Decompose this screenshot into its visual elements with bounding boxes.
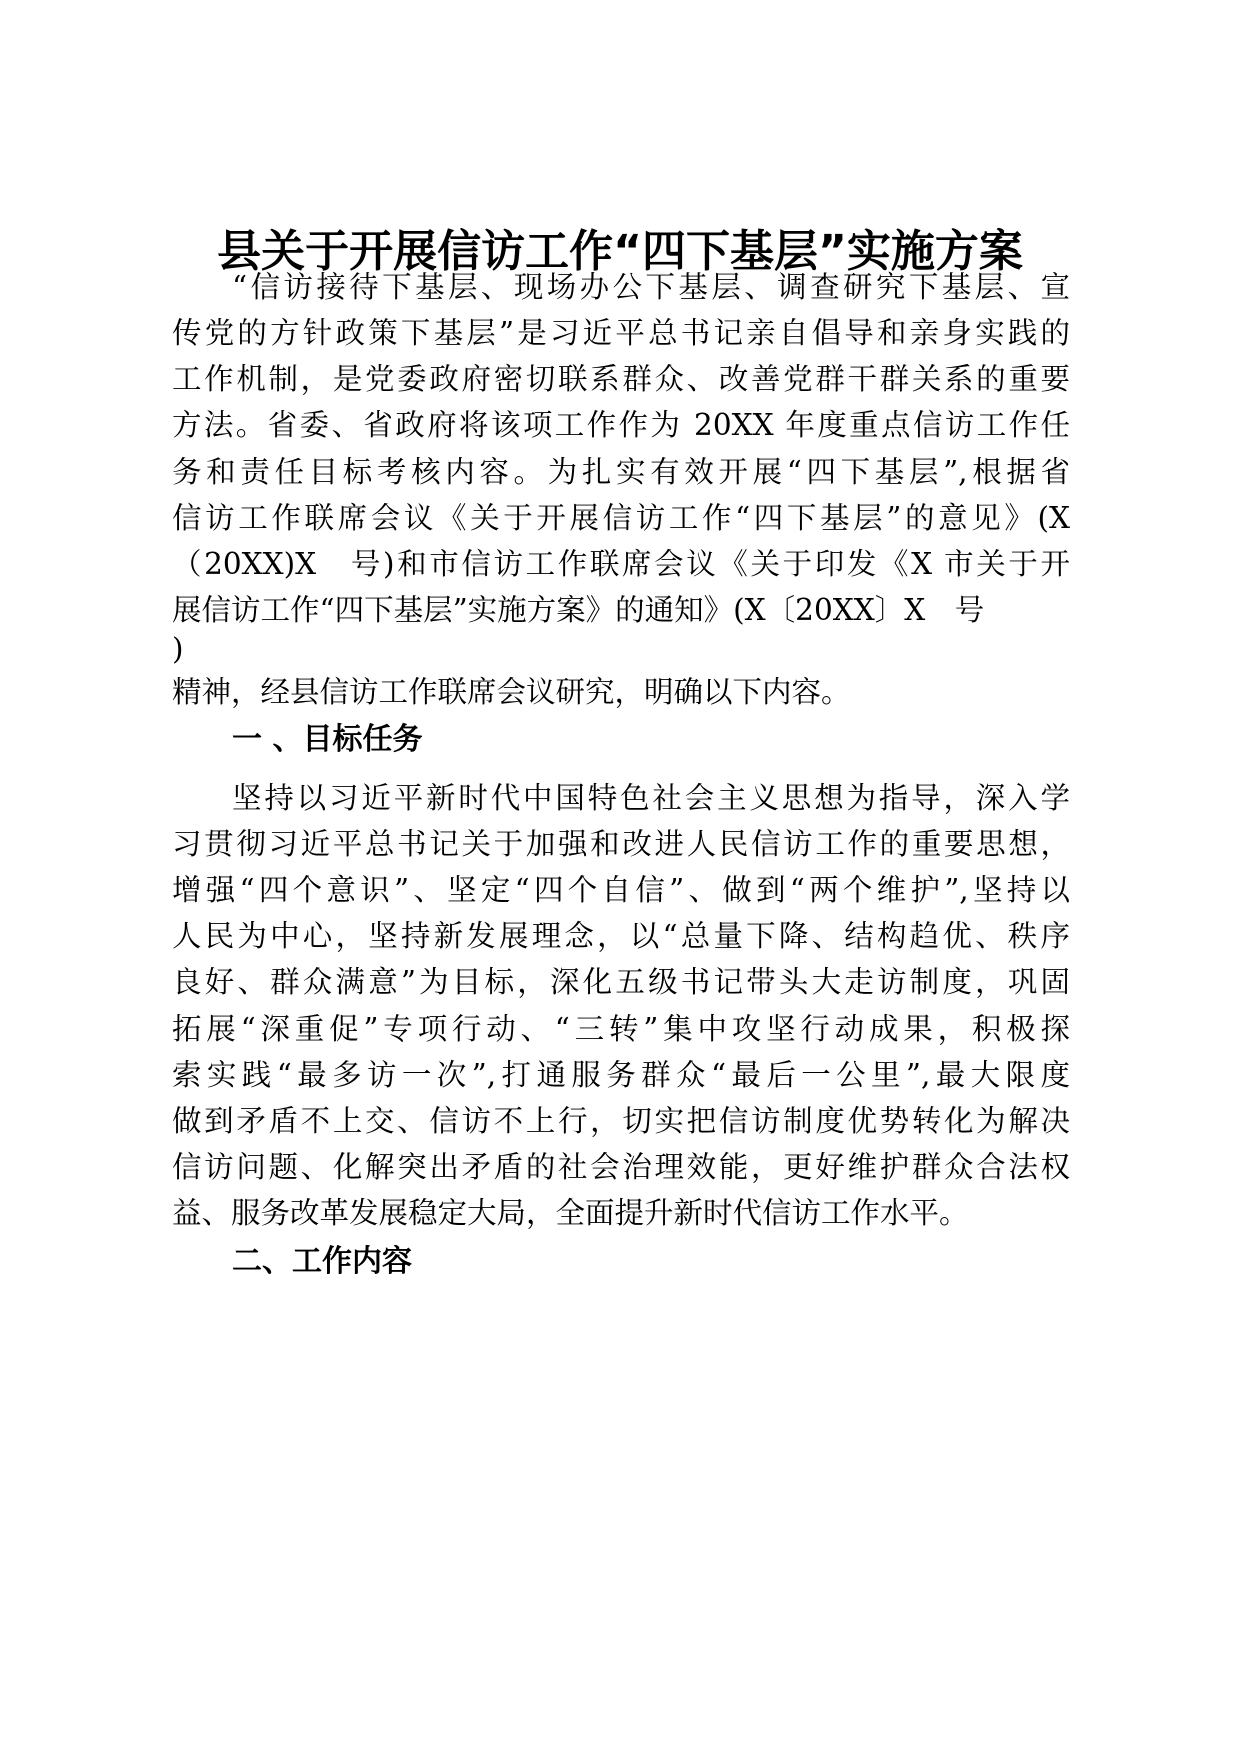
- section1-line: 益、服务改革发展稳定大局，全面提升新时代信访工作水平。: [172, 1196, 969, 1230]
- section1-line: 人民为中心，坚持新发展理念，以“总量下降、结构趋优、秩序: [172, 919, 1070, 953]
- intro-line: （20XX)X 号)和市信访工作联席会议《关于印发《X 市关于开: [172, 547, 1070, 581]
- section1-line: 做到矛盾不上交、信访不上行，切实把信访制度优势转化为解决: [172, 1104, 1070, 1138]
- section1-line: 信访问题、化解突出矛盾的社会治理效能，更好维护群众合法权: [172, 1150, 1070, 1184]
- intro-line: 信访工作联席会议《关于开展信访工作“四下基层”的意见》(X: [172, 501, 1070, 535]
- section-heading: 二、工作内容: [232, 1244, 412, 1279]
- intro-line: 方法。省委、省政府将该项工作作为 20XX 年度重点信访工作任: [172, 408, 1070, 442]
- intro-line: 传党的方针政策下基层”是习近平总书记亲自倡导和亲身实践的: [172, 316, 1070, 350]
- section-heading: 一 、目标任务: [232, 722, 423, 757]
- intro-line: 精神，经县信访工作联席会议研究，明确以下内容。: [172, 675, 851, 709]
- section1-line: 拓展“深重促”专项行动、“三转”集中攻坚行动成果，积极探: [172, 1012, 1070, 1046]
- section1-line: 习贯彻习近平总书记关于加强和改进人民信访工作的重要思想，: [172, 827, 1070, 861]
- intro-line: ): [172, 632, 184, 666]
- document-title: 县关于开展信访工作“四下基层”实施方案: [217, 226, 1023, 277]
- section1-line: 增强“四个意识”、坚定“四个自信”、做到“两个维护”,坚持以: [172, 873, 1070, 907]
- intro-line: 工作机制，是党委政府密切联系群众、改善党群干群关系的重要: [172, 362, 1070, 396]
- section1-line: 良好、群众满意”为目标，深化五级书记带头大走访制度，巩固: [172, 965, 1070, 999]
- intro-line: “信访接待下基层、现场办公下基层、调查研究下基层、宣: [232, 270, 1070, 304]
- intro-line: 务和责任目标考核内容。为扎实有效开展“四下基层”,根据省: [172, 455, 1070, 489]
- section1-line: 索实践“最多访一次”,打通服务群众“最后一公里”,最大限度: [172, 1058, 1070, 1092]
- intro-line: 展信访工作“四下基层”实施方案》的通知》(X〔20XX〕X 号: [172, 593, 985, 627]
- section1-line: 坚持以习近平新时代中国特色社会主义思想为指导，深入学: [232, 781, 1070, 815]
